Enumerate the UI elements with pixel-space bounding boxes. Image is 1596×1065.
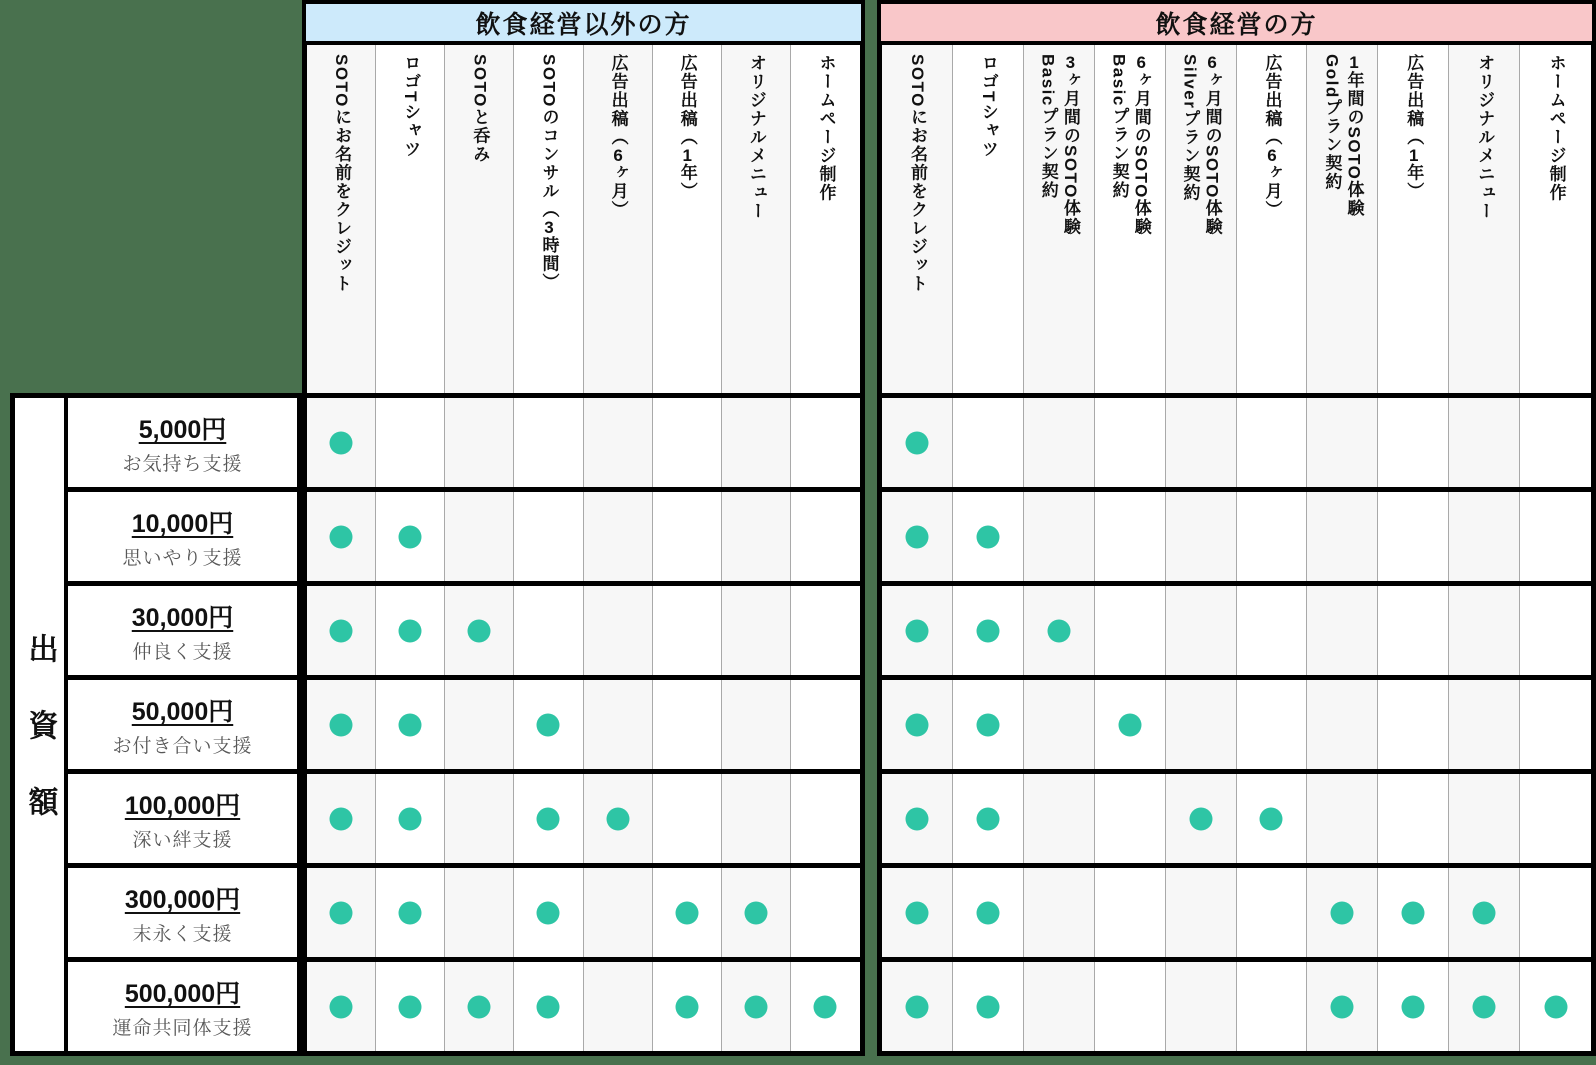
- column-header: [584, 45, 653, 393]
- benefit-row: [882, 675, 1591, 769]
- benefit-row: [882, 863, 1591, 957]
- benefit-cell-empty: [584, 492, 653, 581]
- tier-row: [68, 863, 297, 957]
- benefit-cell-included: [953, 774, 1024, 863]
- included-dot-icon: [814, 995, 837, 1018]
- benefit-row: [882, 393, 1591, 487]
- included-dot-icon: [468, 619, 491, 642]
- included-dot-icon: [675, 901, 698, 924]
- tier-label: 深い絆支援: [132, 829, 233, 851]
- benefit-row: [882, 581, 1591, 675]
- benefit-cell-included: [376, 868, 445, 957]
- included-dot-icon: [1189, 807, 1212, 830]
- column-header-label: 1年間のSOTO体験 Goldプラン契約: [1322, 54, 1364, 218]
- included-dot-icon: [537, 901, 560, 924]
- column-header: [376, 45, 445, 393]
- benefit-cell-empty: [1520, 774, 1591, 863]
- included-dot-icon: [905, 713, 928, 736]
- benefit-cell-included: [882, 586, 953, 675]
- benefit-cell-empty: [1237, 868, 1308, 957]
- tier-row: [68, 957, 297, 1051]
- benefit-cell-empty: [1520, 398, 1591, 487]
- included-dot-icon: [399, 713, 422, 736]
- benefit-cell-included: [1237, 774, 1308, 863]
- included-dot-icon: [744, 995, 767, 1018]
- tier-amount: 500,000円: [124, 979, 241, 1008]
- benefit-cell-empty: [1095, 586, 1166, 675]
- benefit-cell-empty: [584, 962, 653, 1051]
- benefit-cell-empty: [584, 586, 653, 675]
- benefit-cell-empty: [722, 774, 791, 863]
- column-header: [953, 45, 1024, 393]
- tier-amount: 5,000円: [138, 415, 227, 444]
- benefit-cell-empty: [1024, 398, 1095, 487]
- benefit-cell-included: [882, 774, 953, 863]
- benefit-cell-empty: [1237, 962, 1308, 1051]
- tier-amount: 300,000円: [124, 885, 241, 914]
- included-dot-icon: [399, 901, 422, 924]
- benefit-cell-included: [376, 586, 445, 675]
- benefit-cell-empty: [953, 398, 1024, 487]
- benefit-cell-included: [722, 962, 791, 1051]
- tier-row: [68, 487, 297, 581]
- included-dot-icon: [537, 713, 560, 736]
- benefit-cell-empty: [1095, 868, 1166, 957]
- included-dot-icon: [1402, 901, 1425, 924]
- benefit-row: [307, 393, 860, 487]
- included-dot-icon: [399, 995, 422, 1018]
- column-header-label: SOTOにお名前をクレジット: [332, 54, 352, 293]
- benefit-cell-empty: [791, 586, 860, 675]
- benefit-cell-empty: [514, 492, 583, 581]
- benefit-cell-empty: [1307, 586, 1378, 675]
- tier-amount: 10,000円: [131, 509, 234, 538]
- benefit-cell-empty: [1024, 962, 1095, 1051]
- included-dot-icon: [330, 431, 353, 454]
- benefit-cell-empty: [653, 680, 722, 769]
- benefit-cell-empty: [1024, 774, 1095, 863]
- benefit-cell-empty: [1024, 868, 1095, 957]
- tier-amount: 30,000円: [131, 603, 234, 632]
- column-header-label: 広告出稿（1年）: [1404, 54, 1424, 201]
- tier-row: [68, 675, 297, 769]
- group-band-non-restaurant: 飲食経営以外の方: [302, 0, 865, 45]
- benefit-cell-included: [307, 680, 376, 769]
- benefit-cell-included: [1449, 962, 1520, 1051]
- benefit-cell-empty: [1520, 868, 1591, 957]
- benefit-cell-included: [376, 962, 445, 1051]
- column-header-label: ホームページ制作: [1546, 54, 1566, 202]
- included-dot-icon: [537, 807, 560, 830]
- benefit-cell-empty: [1307, 492, 1378, 581]
- group-body: [302, 393, 865, 1056]
- benefit-row: [307, 675, 860, 769]
- benefit-cell-empty: [1449, 398, 1520, 487]
- column-header-label: オリジナルメニュー: [746, 54, 766, 221]
- included-dot-icon: [330, 619, 353, 642]
- benefit-cell-empty: [1449, 586, 1520, 675]
- benefit-cell-empty: [722, 492, 791, 581]
- tier-amount: 100,000円: [124, 791, 241, 820]
- benefit-cell-empty: [1166, 586, 1237, 675]
- benefit-cell-included: [376, 774, 445, 863]
- group-band-restaurant: 飲食経営の方: [877, 0, 1596, 45]
- benefit-cell-empty: [653, 774, 722, 863]
- group-non-restaurant: [302, 0, 865, 1056]
- column-header-label: ホームページ制作: [816, 54, 836, 202]
- tier-table: [10, 393, 302, 1056]
- column-header: [882, 45, 953, 393]
- benefit-cell-empty: [653, 492, 722, 581]
- benefit-cell-empty: [1237, 492, 1308, 581]
- column-header: [1378, 45, 1449, 393]
- benefit-cell-empty: [1166, 962, 1237, 1051]
- column-header: [791, 45, 860, 393]
- included-dot-icon: [1260, 807, 1283, 830]
- benefit-cell-empty: [514, 586, 583, 675]
- included-dot-icon: [905, 901, 928, 924]
- benefit-row: [882, 957, 1591, 1051]
- benefit-cell-empty: [1166, 680, 1237, 769]
- column-headers: [877, 45, 1596, 393]
- benefit-cell-included: [882, 492, 953, 581]
- tier-row: [68, 581, 297, 675]
- column-headers: [302, 45, 865, 393]
- tier-label: お付き合い支援: [112, 735, 253, 757]
- column-header: [653, 45, 722, 393]
- column-header: [445, 45, 514, 393]
- column-header: [1237, 45, 1308, 393]
- column-header: [1520, 45, 1591, 393]
- benefit-cell-included: [514, 774, 583, 863]
- benefit-cell-included: [307, 774, 376, 863]
- benefit-cell-included: [953, 586, 1024, 675]
- benefit-cell-empty: [1237, 680, 1308, 769]
- benefit-row: [882, 487, 1591, 581]
- column-header: [722, 45, 791, 393]
- included-dot-icon: [976, 619, 999, 642]
- included-dot-icon: [976, 901, 999, 924]
- benefit-cell-empty: [445, 774, 514, 863]
- column-header: [1095, 45, 1166, 393]
- benefit-cell-included: [307, 586, 376, 675]
- benefit-cell-empty: [722, 586, 791, 675]
- benefit-cell-included: [722, 868, 791, 957]
- benefit-cell-included: [882, 962, 953, 1051]
- column-header: [1166, 45, 1237, 393]
- benefit-cell-empty: [514, 398, 583, 487]
- benefit-cell-included: [514, 962, 583, 1051]
- included-dot-icon: [330, 995, 353, 1018]
- benefit-cell-empty: [1166, 398, 1237, 487]
- column-header: [514, 45, 583, 393]
- benefit-cell-empty: [791, 398, 860, 487]
- benefit-cell-empty: [791, 868, 860, 957]
- column-header-label: 広告出稿（6ヶ月）: [608, 54, 628, 219]
- column-header: [1449, 45, 1520, 393]
- benefit-cell-empty: [1166, 868, 1237, 957]
- column-header-label: ロゴTシャツ: [978, 54, 998, 159]
- benefit-cell-included: [307, 962, 376, 1051]
- included-dot-icon: [905, 431, 928, 454]
- benefit-cell-empty: [445, 868, 514, 957]
- benefit-cell-included: [584, 774, 653, 863]
- benefit-cell-included: [882, 868, 953, 957]
- tier-label: 末永く支援: [132, 923, 233, 945]
- included-dot-icon: [744, 901, 767, 924]
- benefit-cell-empty: [1095, 962, 1166, 1051]
- column-header-label: 広告出稿（6ヶ月）: [1262, 54, 1282, 219]
- benefit-cell-included: [1307, 962, 1378, 1051]
- benefit-cell-empty: [1307, 398, 1378, 487]
- included-dot-icon: [905, 807, 928, 830]
- included-dot-icon: [399, 525, 422, 548]
- benefit-row: [307, 581, 860, 675]
- benefit-cell-included: [791, 962, 860, 1051]
- column-header: [1307, 45, 1378, 393]
- tier-label: 思いやり支援: [122, 547, 243, 569]
- benefit-cell-empty: [722, 398, 791, 487]
- column-header: [1024, 45, 1095, 393]
- tier-row: [68, 398, 297, 487]
- column-header-label: SOTOと呑み: [470, 54, 490, 164]
- benefit-cell-included: [882, 680, 953, 769]
- benefit-cell-included: [1307, 868, 1378, 957]
- group-body: [877, 393, 1596, 1056]
- benefit-cell-included: [1378, 868, 1449, 957]
- included-dot-icon: [976, 807, 999, 830]
- column-header-label: SOTOのコンサル（3時間）: [539, 54, 559, 292]
- column-header-label: ロゴTシャツ: [401, 54, 421, 159]
- included-dot-icon: [1473, 901, 1496, 924]
- included-dot-icon: [1544, 995, 1567, 1018]
- benefit-cell-included: [376, 680, 445, 769]
- benefit-cell-included: [1095, 680, 1166, 769]
- benefit-cell-empty: [445, 492, 514, 581]
- benefit-cell-included: [376, 492, 445, 581]
- benefit-cell-empty: [1307, 680, 1378, 769]
- benefit-cell-empty: [1378, 398, 1449, 487]
- benefit-cell-included: [653, 868, 722, 957]
- benefit-cell-empty: [1449, 774, 1520, 863]
- benefit-cell-empty: [791, 680, 860, 769]
- benefit-cell-included: [953, 962, 1024, 1051]
- benefit-row: [307, 863, 860, 957]
- benefit-cell-empty: [791, 492, 860, 581]
- benefit-row: [307, 957, 860, 1051]
- benefit-cell-empty: [1378, 492, 1449, 581]
- benefit-row: [307, 487, 860, 581]
- benefit-cell-included: [882, 398, 953, 487]
- benefit-cell-empty: [722, 680, 791, 769]
- benefit-cell-empty: [1378, 774, 1449, 863]
- included-dot-icon: [1331, 901, 1354, 924]
- tier-row: [68, 769, 297, 863]
- benefit-cell-empty: [584, 680, 653, 769]
- tier-amount: 50,000円: [131, 697, 234, 726]
- tier-label: 仲良く支援: [132, 641, 233, 663]
- column-header-label: オリジナルメニュー: [1475, 54, 1495, 221]
- benefit-cell-empty: [1520, 586, 1591, 675]
- benefit-cell-included: [514, 868, 583, 957]
- benefit-cell-included: [1378, 962, 1449, 1051]
- included-dot-icon: [537, 995, 560, 1018]
- benefit-cell-empty: [1378, 586, 1449, 675]
- included-dot-icon: [905, 619, 928, 642]
- benefit-cell-included: [1024, 586, 1095, 675]
- axis-label: 出資額: [23, 632, 57, 863]
- benefit-cell-empty: [445, 398, 514, 487]
- benefit-cell-empty: [1024, 492, 1095, 581]
- benefit-cell-included: [445, 962, 514, 1051]
- included-dot-icon: [1473, 995, 1496, 1018]
- benefit-cell-included: [653, 962, 722, 1051]
- benefit-cell-empty: [1166, 492, 1237, 581]
- included-dot-icon: [905, 525, 928, 548]
- benefit-cell-empty: [1095, 398, 1166, 487]
- column-header-label: 3ヶ月間のSOTO体験 Basicプラン契約: [1038, 54, 1080, 236]
- included-dot-icon: [606, 807, 629, 830]
- included-dot-icon: [468, 995, 491, 1018]
- included-dot-icon: [1118, 713, 1141, 736]
- benefit-cell-empty: [1378, 680, 1449, 769]
- included-dot-icon: [330, 525, 353, 548]
- benefit-cell-empty: [445, 680, 514, 769]
- benefit-cell-empty: [1095, 774, 1166, 863]
- benefit-cell-included: [445, 586, 514, 675]
- benefit-cell-included: [1449, 868, 1520, 957]
- benefit-cell-included: [1520, 962, 1591, 1051]
- included-dot-icon: [399, 807, 422, 830]
- column-header: [307, 45, 376, 393]
- benefit-cell-empty: [1237, 586, 1308, 675]
- benefit-row: [307, 769, 860, 863]
- included-dot-icon: [330, 713, 353, 736]
- included-dot-icon: [976, 525, 999, 548]
- group-restaurant: [877, 0, 1596, 1056]
- benefit-cell-empty: [1449, 680, 1520, 769]
- column-header-label: 6ヶ月間のSOTO体験 Silverプラン契約: [1180, 54, 1222, 236]
- benefit-cell-included: [953, 868, 1024, 957]
- benefit-cell-empty: [376, 398, 445, 487]
- benefit-cell-included: [307, 492, 376, 581]
- benefit-cell-empty: [1520, 680, 1591, 769]
- tier-label: お気持ち支援: [122, 453, 243, 475]
- benefit-row: [882, 769, 1591, 863]
- included-dot-icon: [976, 995, 999, 1018]
- included-dot-icon: [1047, 619, 1070, 642]
- included-dot-icon: [675, 995, 698, 1018]
- included-dot-icon: [976, 713, 999, 736]
- included-dot-icon: [330, 901, 353, 924]
- tier-label: 運命共同体支援: [112, 1017, 253, 1039]
- included-dot-icon: [1402, 995, 1425, 1018]
- benefit-cell-empty: [1095, 492, 1166, 581]
- benefit-cell-empty: [653, 398, 722, 487]
- benefit-cell-empty: [1024, 680, 1095, 769]
- included-dot-icon: [399, 619, 422, 642]
- benefit-cell-included: [953, 680, 1024, 769]
- benefit-cell-empty: [584, 868, 653, 957]
- column-header-label: SOTOにお名前をクレジット: [907, 54, 927, 293]
- benefit-cell-empty: [791, 774, 860, 863]
- benefit-cell-empty: [1520, 492, 1591, 581]
- benefit-cell-empty: [1307, 774, 1378, 863]
- column-header-label: 広告出稿（1年）: [677, 54, 697, 201]
- benefit-cell-included: [307, 868, 376, 957]
- benefit-cell-included: [514, 680, 583, 769]
- benefit-cell-included: [307, 398, 376, 487]
- benefit-cell-empty: [584, 398, 653, 487]
- included-dot-icon: [330, 807, 353, 830]
- benefit-cell-empty: [1449, 492, 1520, 581]
- benefit-cell-included: [953, 492, 1024, 581]
- included-dot-icon: [905, 995, 928, 1018]
- benefit-cell-empty: [1237, 398, 1308, 487]
- axis-cell: [15, 398, 68, 1051]
- benefit-cell-included: [1166, 774, 1237, 863]
- column-header-label: 6ヶ月間のSOTO体験 Basicプラン契約: [1109, 54, 1151, 236]
- benefit-cell-empty: [653, 586, 722, 675]
- included-dot-icon: [1331, 995, 1354, 1018]
